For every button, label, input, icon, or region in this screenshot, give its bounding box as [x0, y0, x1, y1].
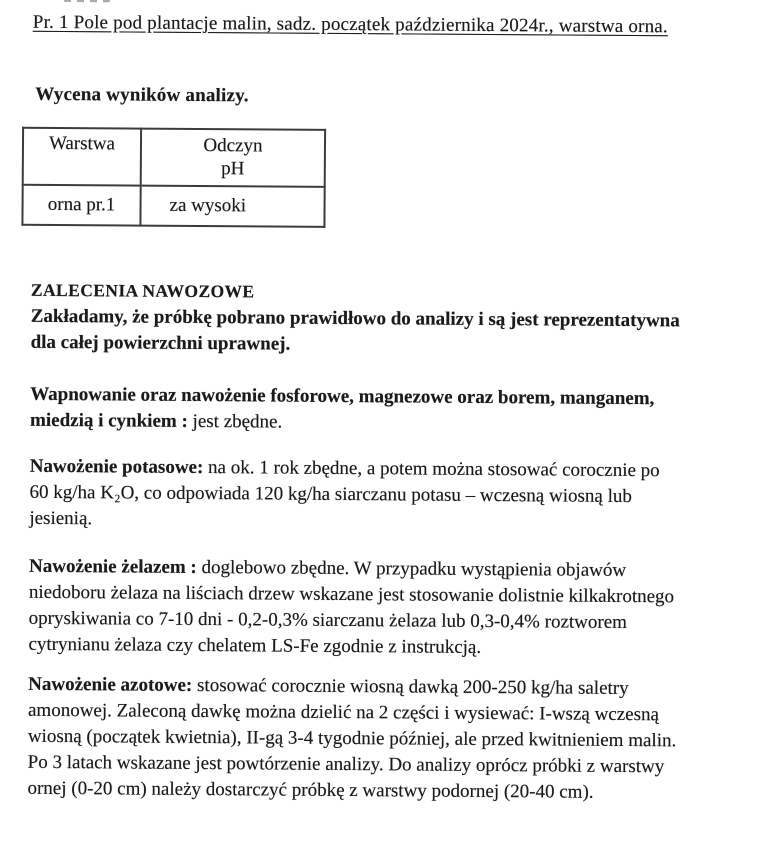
paragraph-body: na ok. 1 rok zbędne, a potem można stosować corocznie po 60 kg/ha K₂O, co odpowiada 120 kg/ha siarczanu potasu – wczesną wiosną lub jesienią.: [29, 457, 660, 530]
scan-artifact: [64, 0, 110, 2]
paragraph-lead: Wapnowanie oraz nawożenie fosforowe, magnezowe oraz borem, manganem, miedzią i cynkiem :: [29, 383, 655, 432]
table-row: [22, 185, 324, 227]
recommendations-heading: ZALECENIA NAWOZOWE: [30, 279, 255, 302]
paragraph-liming-recommendation: [30, 382, 763, 439]
table-header-row: [23, 128, 325, 187]
document-title: Pr. 1 Pole pod plantacje malin, sadz. początek października 2024r., warstwa orna.: [32, 11, 668, 38]
paragraph-body: stosować corocznie wiosną dawką 200-250 kg/ha saletry amonowej. Zaleconą dawkę można dzielić na 2 części i wysiewać: I-wszą wczesną wiosną (początek kwietnia), II-gą 3-4 tygodnie później, ale przed kwitnieniem malin. Po 3 latach wskazane jest powtórzenie analizy. Do analizy oprócz próbki z warstwy ornej (0-20 cm) należy dostarczyć próbkę z warstwy podornej (20-40 cm).: [27, 674, 677, 803]
cell-warstwa-value: orna pr.1: [22, 185, 140, 226]
paragraph-nitrogen-recommendation: [27, 672, 761, 807]
paragraph-lead: Nawożenie azotowe:: [28, 673, 193, 696]
column-header-warstwa: Warstwa: [23, 128, 141, 186]
analysis-results-heading: Wycena wyników analizy.: [35, 83, 249, 107]
recommendations-section: [31, 278, 765, 361]
analysis-results-table: [21, 127, 326, 228]
paragraph-potassium-recommendation: [29, 454, 763, 537]
cell-odczyn-value: za wysoki: [140, 186, 324, 227]
column-header-odczyn-ph: [141, 129, 325, 187]
paragraph-lead: Nawożenie żelazem :: [28, 555, 197, 578]
paragraph-iron-recommendation: [28, 554, 762, 663]
paragraph-body: doglebowo zbędne. W przypadku wystąpienia objawów niedoboru żelaza na liściach drzew wskazane jest stosowanie dolistnie kilkakrotnego opryskiwania co 7-10 dni - 0,2-0,3% siarczanu żelaza lub 0,3-0,4% roztworem cytrynianu żelaza czy chelatem LS-Fe zgodnie z instrukcją.: [28, 557, 675, 658]
odczyn-header-line1: Odczyn: [203, 135, 263, 157]
odczyn-header-line2: pH: [221, 158, 245, 180]
recommendations-intro: Zakładamy, że próbkę pobrano prawidłowo do analizy i są jest reprezentatywna dla całej powierzchni uprawnej.: [30, 305, 680, 355]
paragraph-lead: Nawożenie potasowe:: [29, 455, 204, 479]
paragraph-body: jest zbędne.: [192, 410, 283, 433]
